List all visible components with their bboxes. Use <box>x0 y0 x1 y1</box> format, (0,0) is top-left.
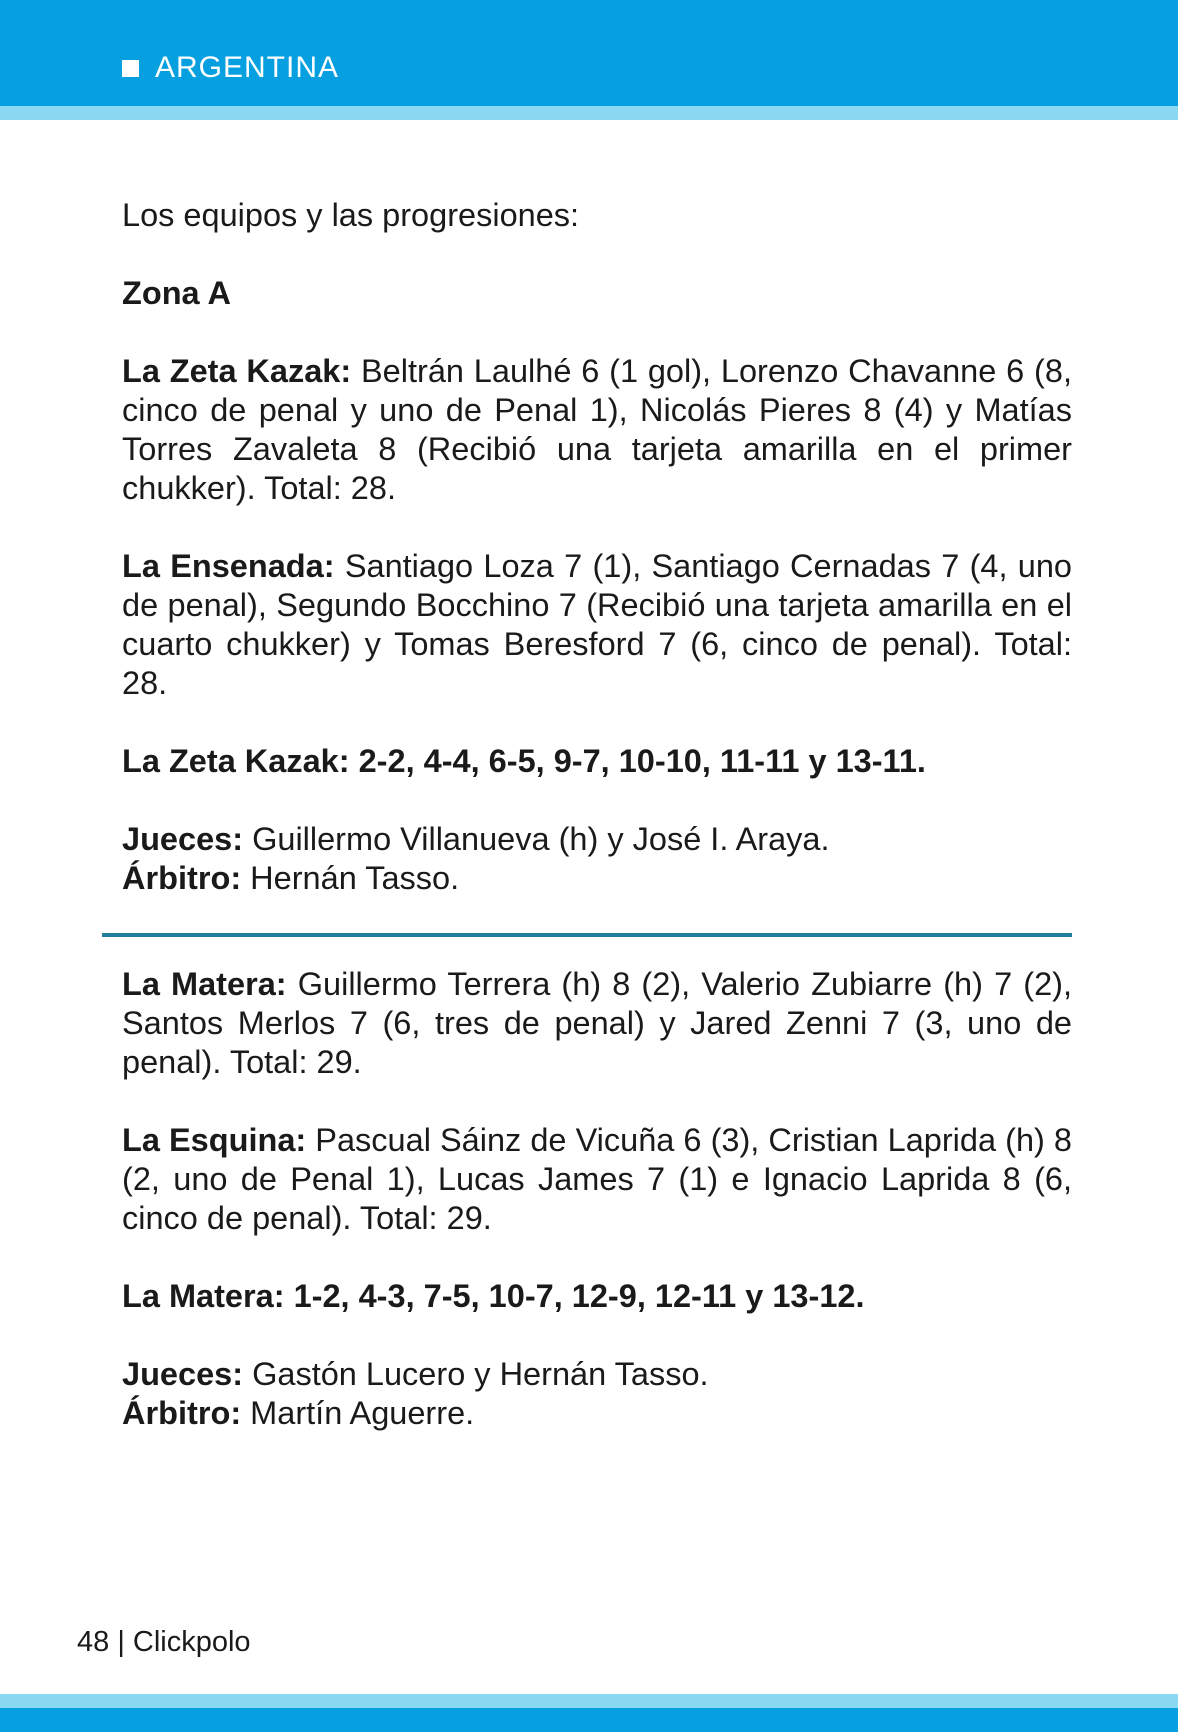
referee-label: Árbitro: <box>122 1395 242 1431</box>
referee-line <box>122 859 1072 898</box>
team-name: La Zeta Kazak: <box>122 353 352 389</box>
referee-line <box>122 1394 1072 1433</box>
footer-band <box>0 1708 1178 1732</box>
team-total: Total: 28. <box>264 470 396 506</box>
team-total: Total: 29. <box>229 1044 362 1080</box>
header-stripe <box>0 106 1178 120</box>
team-name: La Matera: <box>122 966 287 1002</box>
footer-stripe <box>0 1694 1178 1708</box>
page-footer: 48 | Clickpolo <box>77 1626 251 1658</box>
judges-names: Gastón Lucero y Hernán Tasso. <box>243 1356 709 1392</box>
judges-label: Jueces: <box>122 1356 244 1392</box>
intro-text: Los equipos y las progresiones: <box>122 197 580 233</box>
square-bullet-icon <box>122 60 139 77</box>
team-paragraph <box>122 547 1072 703</box>
team-name: La Esquina: <box>122 1122 307 1158</box>
section-title: ARGENTINA <box>155 51 340 84</box>
team-players: Guillermo Terrera (h) 8 (2), Valerio Zubiarre (h) 7 (2), Santos Merlos 7 (6, tres de penal) y Jared Zenni 7 (3, uno de penal). <box>122 966 1072 1080</box>
team-players: Pascual Sáinz de Vicuña 6 (3), Cristian Laprida (h) 8 (2, uno de Penal 1), Lucas James 7 (1) e Ignacio Laprida 8 (6, cinco de penal). <box>122 1122 1072 1236</box>
judges-line <box>122 820 1072 859</box>
team-total: Total: 29. <box>359 1200 492 1236</box>
zone-title: Zona A <box>122 275 231 311</box>
judges-label: Jueces: <box>122 821 244 857</box>
section-label <box>122 48 339 88</box>
referee-name: Hernán Tasso. <box>241 860 460 896</box>
team-paragraph <box>122 352 1072 508</box>
team-name: La Ensenada: <box>122 548 335 584</box>
section-divider <box>102 933 1072 937</box>
team-paragraph <box>122 1121 1072 1238</box>
score-progression: La Zeta Kazak: 2-2, 4-4, 6-5, 9-7, 10-10, 11-11 y 13-11. <box>122 743 926 779</box>
judges-names: Guillermo Villanueva (h) y José I. Araya. <box>243 821 830 857</box>
referee-label: Árbitro: <box>122 860 242 896</box>
judges-line <box>122 1355 1072 1394</box>
team-players: Beltrán Laulhé 6 (1 gol), Lorenzo Chavanne 6 (8, cinco de penal y uno de Penal 1), Nicolás Pieres 8 (4) y Matías Torres Zavaleta 8 (Recibió una tarjeta amarilla en el primer chukker). <box>122 353 1072 506</box>
article-body <box>122 196 1072 1433</box>
team-total: Total: 28. <box>122 626 1072 701</box>
score-progression: La Matera: 1-2, 4-3, 7-5, 10-7, 12-9, 12-11 y 13-12. <box>122 1278 865 1314</box>
team-players: Santiago Loza 7 (1), Santiago Cernadas 7 (4, uno de penal), Segundo Bocchino 7 (Recibió una tarjeta amarilla en el cuarto chukker) y Tomas Beresford 7 (6, cinco de penal). <box>122 548 1072 662</box>
team-paragraph <box>122 965 1072 1082</box>
referee-name: Martín Aguerre. <box>241 1395 475 1431</box>
